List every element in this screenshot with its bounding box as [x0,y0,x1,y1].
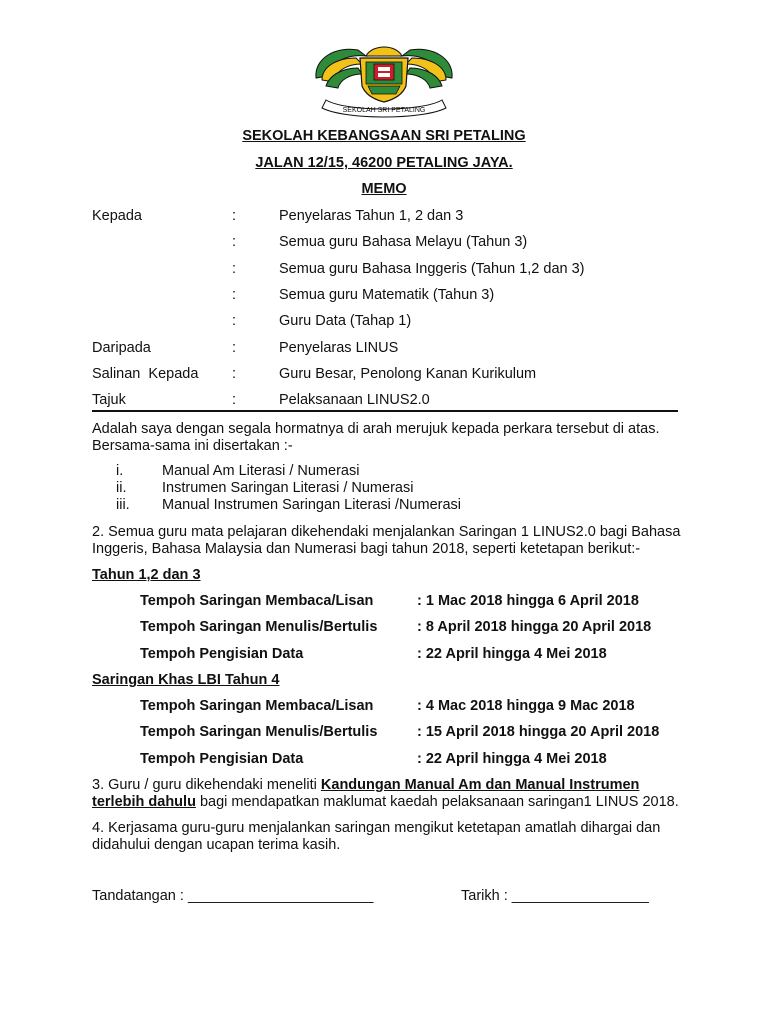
address-row [92,287,682,307]
address-colon: : [232,261,237,277]
schedule-label: Tempoh Saringan Menulis/Bertulis [140,619,378,635]
crest-banner-text: SEKOLAH SRI PETALING [342,107,426,114]
schedule-dates: : 1 Mac 2018 hingga 6 April 2018 [417,593,639,609]
school-crest-logo [306,40,462,120]
address-label: Kepada [92,208,142,224]
attachment-number: ii. [116,480,127,496]
attachment-number: iii. [116,497,130,513]
schedule-dates: : 4 Mac 2018 hingga 9 Mac 2018 [417,698,635,714]
header-divider [92,410,678,412]
schedule-row [140,593,680,613]
schedule-2-heading: Saringan Khas LBI Tahun 4 [92,672,280,688]
address-value: Penyelaras Tahun 1, 2 dan 3 [279,208,464,224]
intro-line-2: Bersama-sama ini disertakan :- [92,438,293,454]
paragraph-3-emphasis-2: terlebih dahulu [92,794,196,810]
schedule-dates: : 22 April hingga 4 Mei 2018 [417,646,607,662]
address-value: Guru Data (Tahap 1) [279,313,412,329]
address-colon: : [232,208,237,224]
address-label: Daripada [92,340,151,356]
address-row-daripada [92,340,682,360]
schedule-label: Tempoh Pengisian Data [140,751,304,767]
address-row-tajuk [92,392,682,412]
schedule-label: Tempoh Saringan Membaca/Lisan [140,698,374,714]
address-value: Semua guru Bahasa Inggeris (Tahun 1,2 dan 3) [279,261,585,277]
paragraph-2-line-1: 2. Semua guru mata pelajaran dikehendaki menjalankan Saringan 1 LINUS2.0 bagi Bahasa [92,524,681,540]
attachment-text: Manual Instrumen Saringan Literasi /Numerasi [162,497,461,513]
address-colon: : [232,313,237,329]
address-colon: : [232,234,237,250]
schedule-label: Tempoh Pengisian Data [140,646,304,662]
address-row [92,313,682,333]
date-field: Tarikh : _________________ [461,888,649,904]
attachment-number: i. [116,463,124,479]
address-row-salinan [92,366,682,386]
schedule-row [140,646,680,666]
schedule-dates: : 15 April 2018 hingga 20 April 2018 [417,724,660,740]
signature-field: Tandatangan : _______________________ [92,888,374,904]
schedule-dates: : 8 April 2018 hingga 20 April 2018 [417,619,652,635]
address-label: Tajuk [92,392,126,408]
address-row [92,234,682,254]
schedule-dates: : 22 April hingga 4 Mei 2018 [417,751,607,767]
address-value: Semua guru Matematik (Tahun 3) [279,287,495,303]
address-value: Semua guru Bahasa Melayu (Tahun 3) [279,234,528,250]
schedule-label: Tempoh Saringan Menulis/Bertulis [140,724,378,740]
paragraph-2-line-2: Inggeris, Bahasa Malaysia dan Numerasi bagi tahun 2018, seperti ketetapan berikut:- [92,541,641,557]
address-colon: : [232,392,237,408]
paragraph-3-suffix: bagi mendapatkan maklumat kaedah pelaksanaan saringan1 LINUS 2018. [195,794,679,810]
schedule-label: Tempoh Saringan Membaca/Lisan [140,593,374,609]
schedule-row [140,619,680,639]
address-value: Penyelaras LINUS [279,340,399,356]
paragraph-4-line-2: didahului dengan ucapan terima kasih. [92,837,341,853]
intro-line-1: Adalah saya dengan segala hormatnya di arah merujuk kepada perkara tersebut di atas. [92,421,660,437]
paragraph-3-prefix: 3. Guru / guru dikehendaki meneliti [92,777,321,793]
address-colon: : [232,287,237,303]
document-type-title: MEMO [361,181,407,197]
address-colon: : [232,366,237,382]
schedule-row [140,698,680,718]
address-row [92,261,682,281]
paragraph-3-emphasis-1: Kandungan Manual Am dan Manual Instrumen [320,777,640,793]
address-label: Salinan Kepada [92,366,199,382]
paragraph-3 [92,777,682,811]
school-name: SEKOLAH KEBANGSAAN SRI PETALING [242,128,526,144]
schedule-row [140,724,680,744]
address-row-kepada [92,208,682,228]
attachment-text: Instrumen Saringan Literasi / Numerasi [162,480,414,496]
attachment-text: Manual Am Literasi / Numerasi [162,463,360,479]
address-value: Guru Besar, Penolong Kanan Kurikulum [279,366,537,382]
paragraph-4-line-1: 4. Kerjasama guru-guru menjalankan saringan mengikut ketetapan amatlah dihargai dan [92,820,661,836]
schedule-row [140,751,680,771]
school-address: JALAN 12/15, 46200 PETALING JAYA. [255,155,513,171]
address-colon: : [232,340,237,356]
address-value: Pelaksanaan LINUS2.0 [279,392,430,408]
schedule-1-heading: Tahun 1,2 dan 3 [92,567,201,583]
